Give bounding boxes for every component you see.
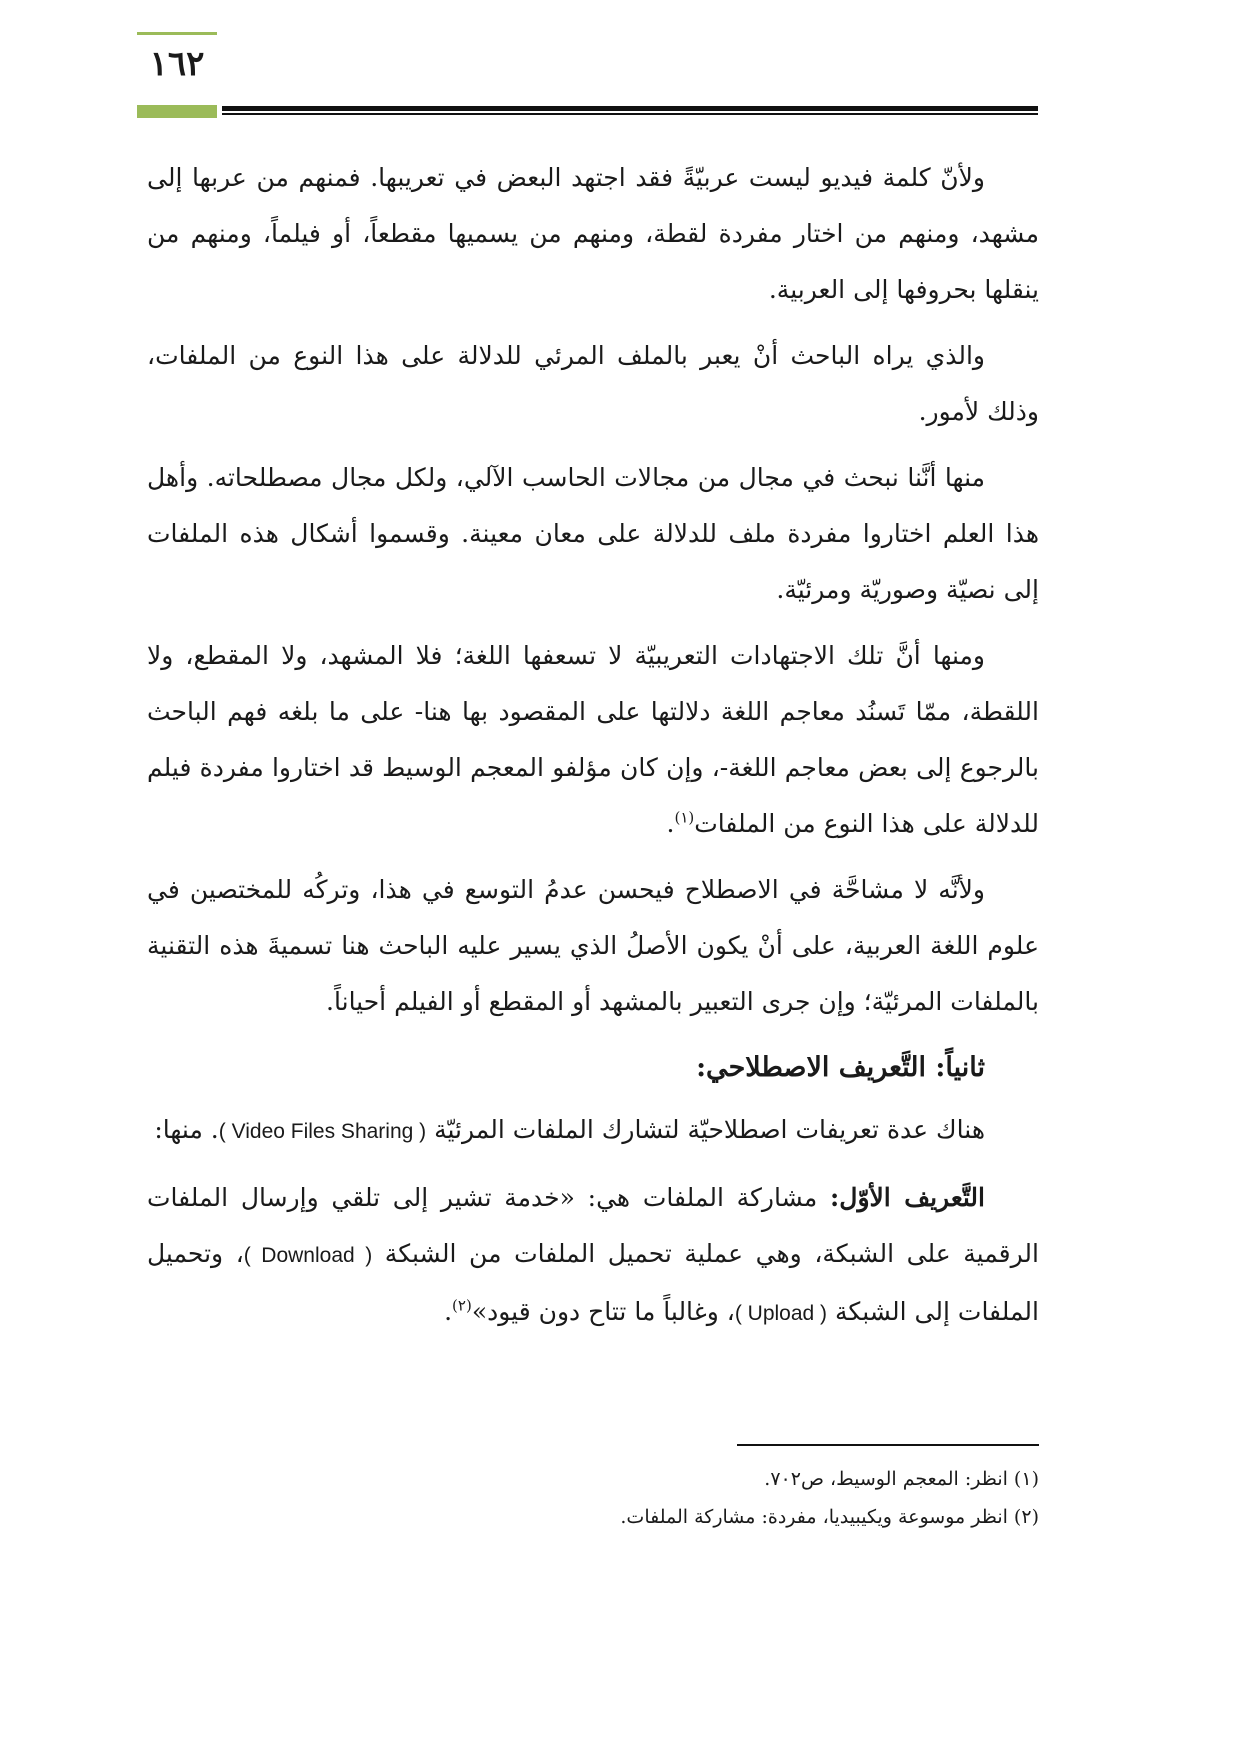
definition-1-end: . [444, 1297, 453, 1326]
paragraph-definition-1 [147, 1170, 1039, 1342]
footnotes [147, 1460, 1039, 1536]
footnote-separator [737, 1444, 1039, 1446]
paragraph-definitions-intro [147, 1102, 1039, 1160]
intro-text: هناك عدة تعريفات اصطلاحيّة لتشارك الملفات المرئيّة [434, 1115, 985, 1144]
header-rule-thick [222, 106, 1038, 111]
page-header [0, 0, 1240, 130]
paragraph-language-support [147, 628, 1039, 852]
paragraph-researcher-view: والذي يراه الباحث أنْ يعبر بالملف المرئي للدلالة على هذا النوع من الملفات، وذلك لأمور. [147, 341, 1039, 426]
page-body [147, 150, 1039, 1352]
paragraph-computing-field: منها أنَّنا نبحث في مجال من مجالات الحاسب الآلي، ولكل مجال مصطلحاته. وأهل هذا العلم اختاروا مفردة ملف للدلالة على معان معينة. وقسموا أشكال هذه الملفات إلى نصيّة وصوريّة ومرئيّة. [147, 463, 1039, 604]
paragraph-language-support-end: . [666, 809, 675, 838]
section-heading: ثانياً: التَّعريف الاصطلاحي: [696, 1052, 985, 1083]
definition-1-lead: التَّعريف الأوّل: [830, 1183, 985, 1212]
paragraph-language-support-text: ومنها أنَّ تلك الاجتهادات التعريبيّة لا تسعفها اللغة؛ فلا المشهد، ولا المقطع، ولا اللقطة، ممّا تَسنُد معاجم اللغة دلالتها على المقصود بها هنا- على ما بلغه فهم الباحث بالرجوع إلى بعض معاجم اللغة-، وإن كان مؤلفو المعجم الوسيط قد اختاروا مفردة فيلم للدلالة على هذا النوع من الملفات [147, 641, 1039, 838]
paragraph-terminology: ولأنَّه لا مشاحَّة في الاصطلاح فيحسن عدمُ التوسع في هذا، وتركُه للمختصين في علوم اللغة العربية، على أنْ يكون الأصلُ الذي يسير عليه الباحث هنا تسميةَ هذه التقنية بالملفات المرئيّة؛ وإن جرى التعبير بالمشهد أو المقطع أو الفيلم أحياناً. [147, 875, 1039, 1016]
intro-end: . منها: [154, 1115, 219, 1144]
header-green-accent-top [137, 32, 217, 35]
header-green-accent-bottom [137, 105, 217, 118]
footnote-ref-2: (٢) [452, 1296, 472, 1315]
header-rule-thin [222, 113, 1038, 115]
footnote-1: (١) انظر: المعجم الوسيط، ص٧٠٢. [764, 1468, 1039, 1490]
definition-1-upload-term: ( Upload ) [734, 1302, 828, 1325]
intro-latin-term: ( Video Files Sharing ) [218, 1120, 427, 1143]
definition-1-part3: ، وغالباً ما تتاح دون قيود» [471, 1297, 735, 1326]
footnote-ref-1: (١) [674, 808, 695, 827]
definition-1-part1: مشاركة الملفات هي: «خدمة تشير إلى تلقي وإرسال الملفات الرقمية على الشبكة، وهي عملية تحميل الملفات من الشبكة [147, 1183, 1039, 1268]
definition-1-download-term: ( Download ) [243, 1244, 373, 1267]
definition-1-part2: ، وتحميل الملفات إلى الشبكة [147, 1239, 1039, 1326]
page-number: ١٦٢ [149, 44, 205, 84]
footnote-2: (٢) انظر موسوعة ويكيبيديا، مفردة: مشاركة الملفات. [620, 1506, 1039, 1528]
paragraph-video-arabization: ولأنّ كلمة فيديو ليست عربيّةً فقد اجتهد البعض في تعريبها. فمنهم من عربها إلى مشهد، ومنهم من اختار مفردة لقطة، ومنهم من يسميها مقطعاً، أو فيلماً، ومنهم من ينقلها بحروفها إلى العربية. [147, 163, 1039, 304]
